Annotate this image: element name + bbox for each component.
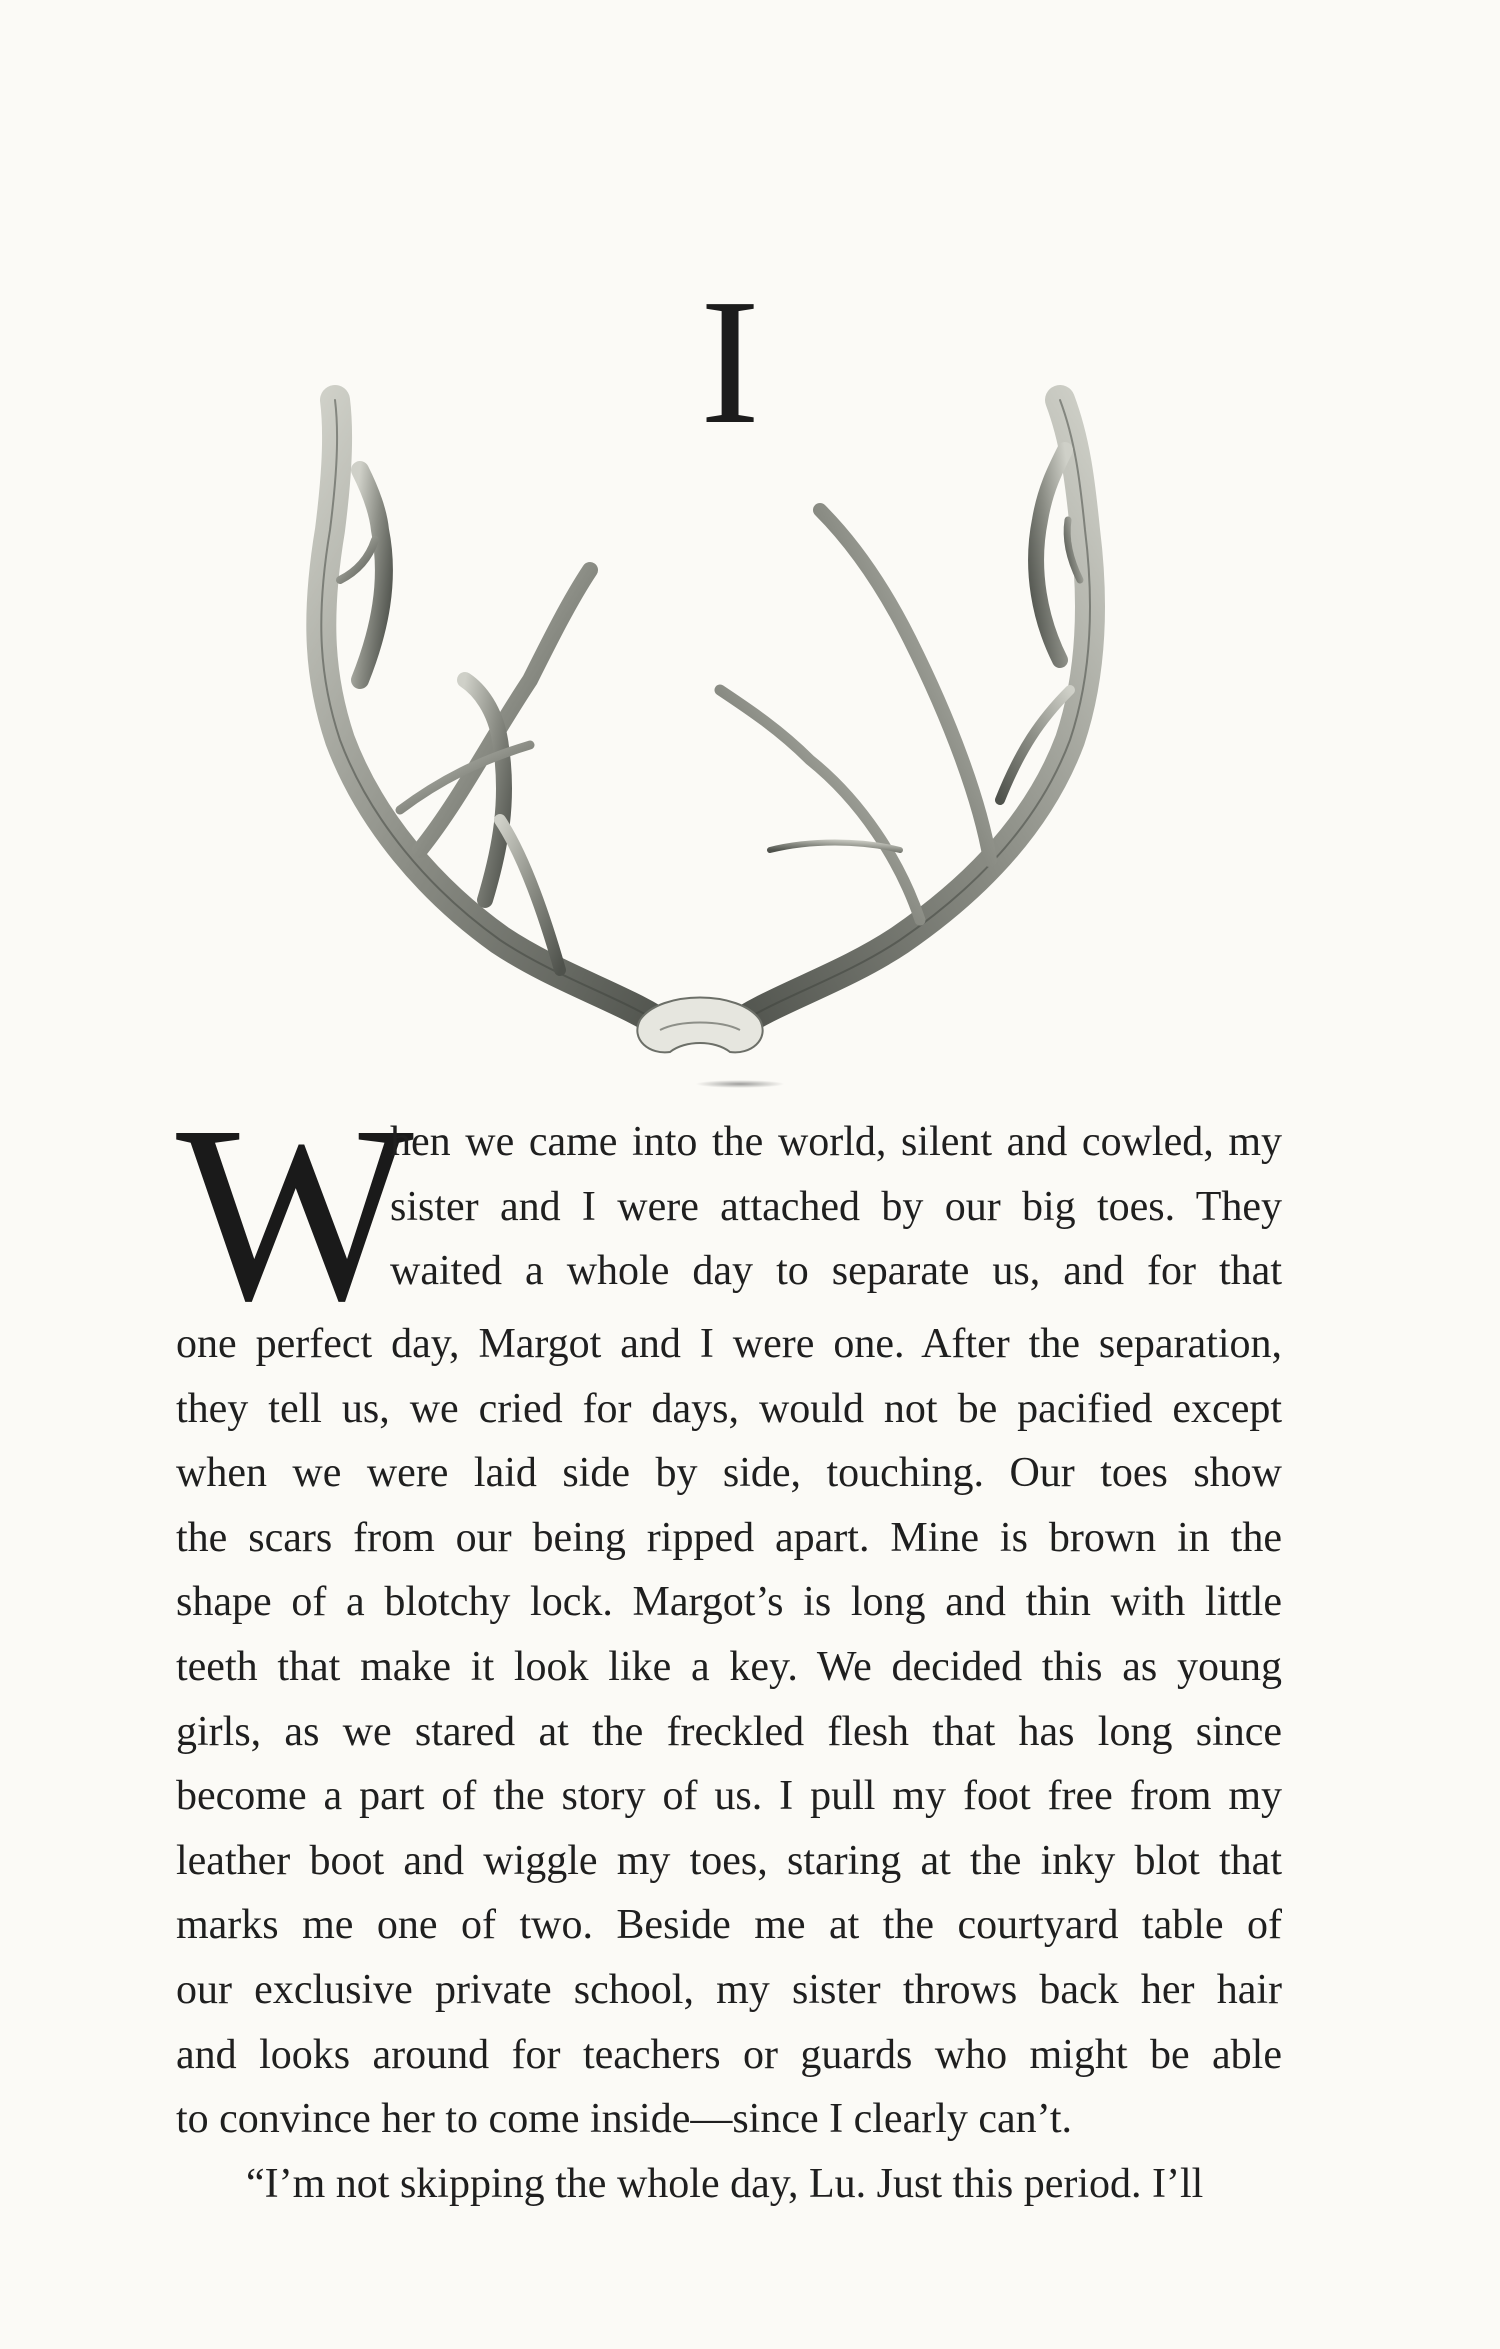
text-line: they tell us, we cried for days, would not be pacified except bbox=[176, 1385, 1282, 1432]
text-line: our exclusive private school, my sister throws back her hair bbox=[176, 1966, 1282, 2013]
text-line: leather boot and wiggle my toes, staring at the inky blot that bbox=[176, 1837, 1282, 1884]
text-line: “I’m not skipping the whole day, Lu. Just this period. I’ll bbox=[246, 2160, 1204, 2207]
text-line: the scars from our being ripped apart. Mine is brown in the bbox=[176, 1514, 1282, 1561]
text-line: sister and I were attached by our big toes. They bbox=[390, 1183, 1282, 1230]
illustration-shadow bbox=[695, 1080, 785, 1088]
text-line: and looks around for teachers or guards who might be able bbox=[176, 2031, 1282, 2078]
drop-cap-lines bbox=[390, 1110, 1282, 1312]
text-line: one perfect day, Margot and I were one. After the separation, bbox=[176, 1321, 1282, 1367]
body-text bbox=[176, 1073, 1282, 2216]
text-line: shape of a blotchy lock. Margot’s is long and thin with little bbox=[176, 1579, 1282, 1626]
text-line: teeth that make it look like a key. We decided this as young bbox=[176, 1643, 1282, 1690]
text-line: become a part of the story of us. I pull my foot free from my bbox=[176, 1773, 1282, 1820]
antlers-icon bbox=[300, 380, 1160, 1060]
text-line: hen we came into the world, silent and cowled, my bbox=[390, 1119, 1282, 1165]
text-line: waited a whole day to separate us, and for that bbox=[390, 1248, 1282, 1295]
drop-cap: W bbox=[176, 1073, 396, 1353]
chapter-number: I bbox=[700, 262, 760, 461]
text-line: when we were laid side by side, touching. Our toes show bbox=[176, 1450, 1282, 1497]
text-line: marks me one of two. Beside me at the courtyard table of bbox=[176, 1902, 1282, 1949]
text-line: girls, as we stared at the freckled flesh that has long since bbox=[176, 1708, 1282, 1755]
text-line: to convince her to come inside—since I clearly can’t. bbox=[176, 2096, 1073, 2143]
